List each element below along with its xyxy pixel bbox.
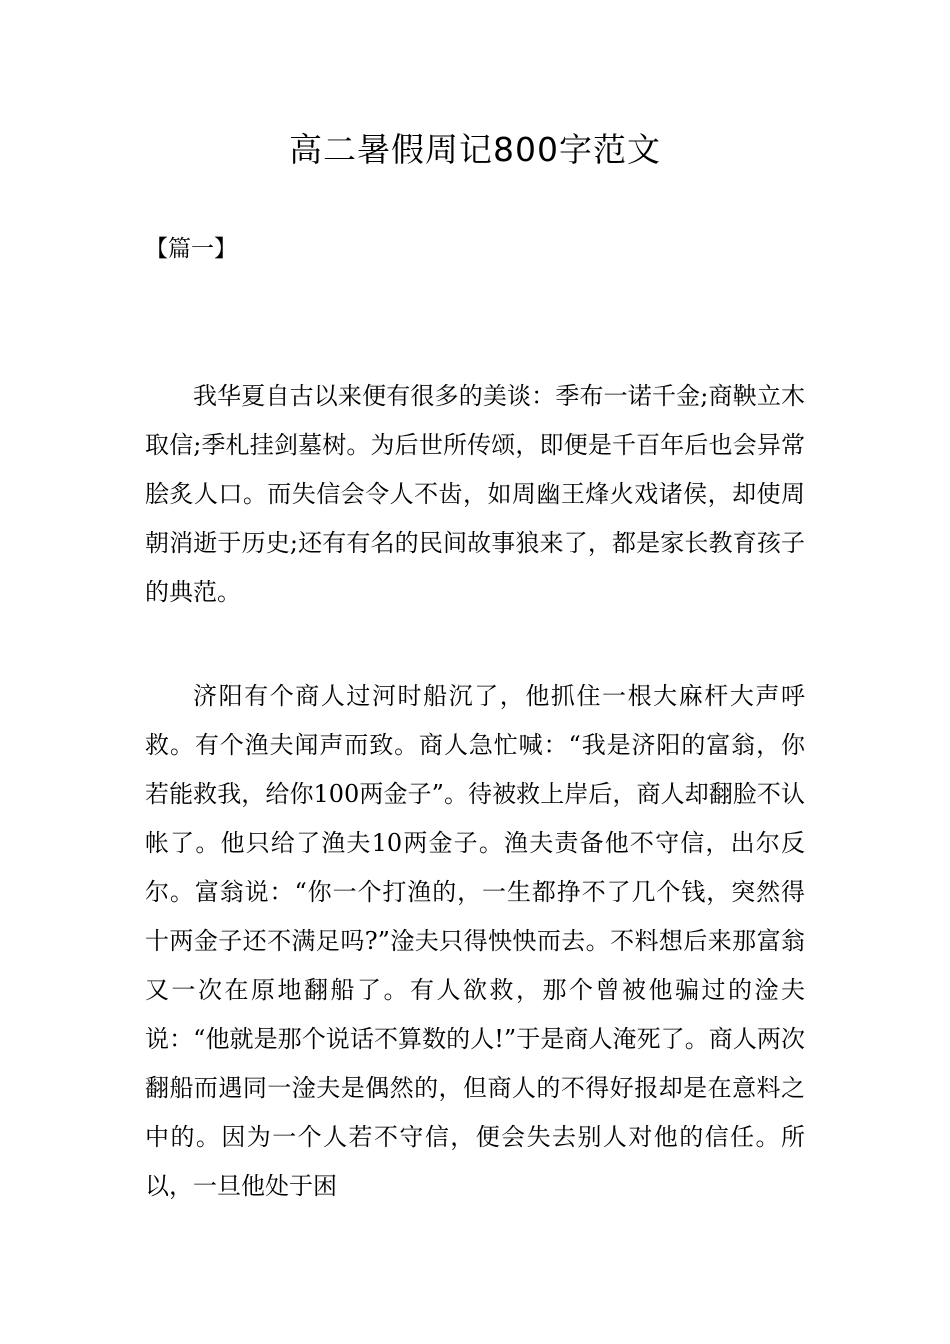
section-label: 【篇一】	[145, 236, 237, 262]
body-paragraph-2: 济阳有个商人过河时船沉了，他抓住一根大麻杆大声呼救。有个渔夫闻声而致。商人急忙喊：“我是济阳的富翁，你若能救我，给你100两金子”。待被救上岸后，商人却翻脸不认帐了。他只给了渔夫10两金子。渔夫责备他不守信，出尔反尔。富翁说：“你一个打渔的，一生都挣不了几个钱，突然得十两金子还不满足吗?”淦夫只得怏怏而去。不料想后来那富翁又一次在原地翻船了。有人欲救，那个曾被他骗过的淦夫说：“他就是那个说话不算数的人!”于是商人淹死了。商人两次翻船而遇同一淦夫是偶然的，但商人的不得好报却是在意料之中的。因为一个人若不守信，便会失去别人对他的信任。所以，一旦他处于困	[145, 682, 805, 1200]
body-paragraph-1: 我华夏自古以来便有很多的美谈：季布一诺千金;商鞅立木取信;季札挂剑墓树。为后世所传颂，即便是千百年后也会异常脍炙人口。而失信会令人不齿，如周幽王烽火戏诸侯，却使周朝消逝于历史;还有有名的民间故事狼来了，都是家长教育孩子的典范。	[145, 382, 805, 606]
document-title: 高二暑假周记800字范文	[289, 130, 661, 169]
